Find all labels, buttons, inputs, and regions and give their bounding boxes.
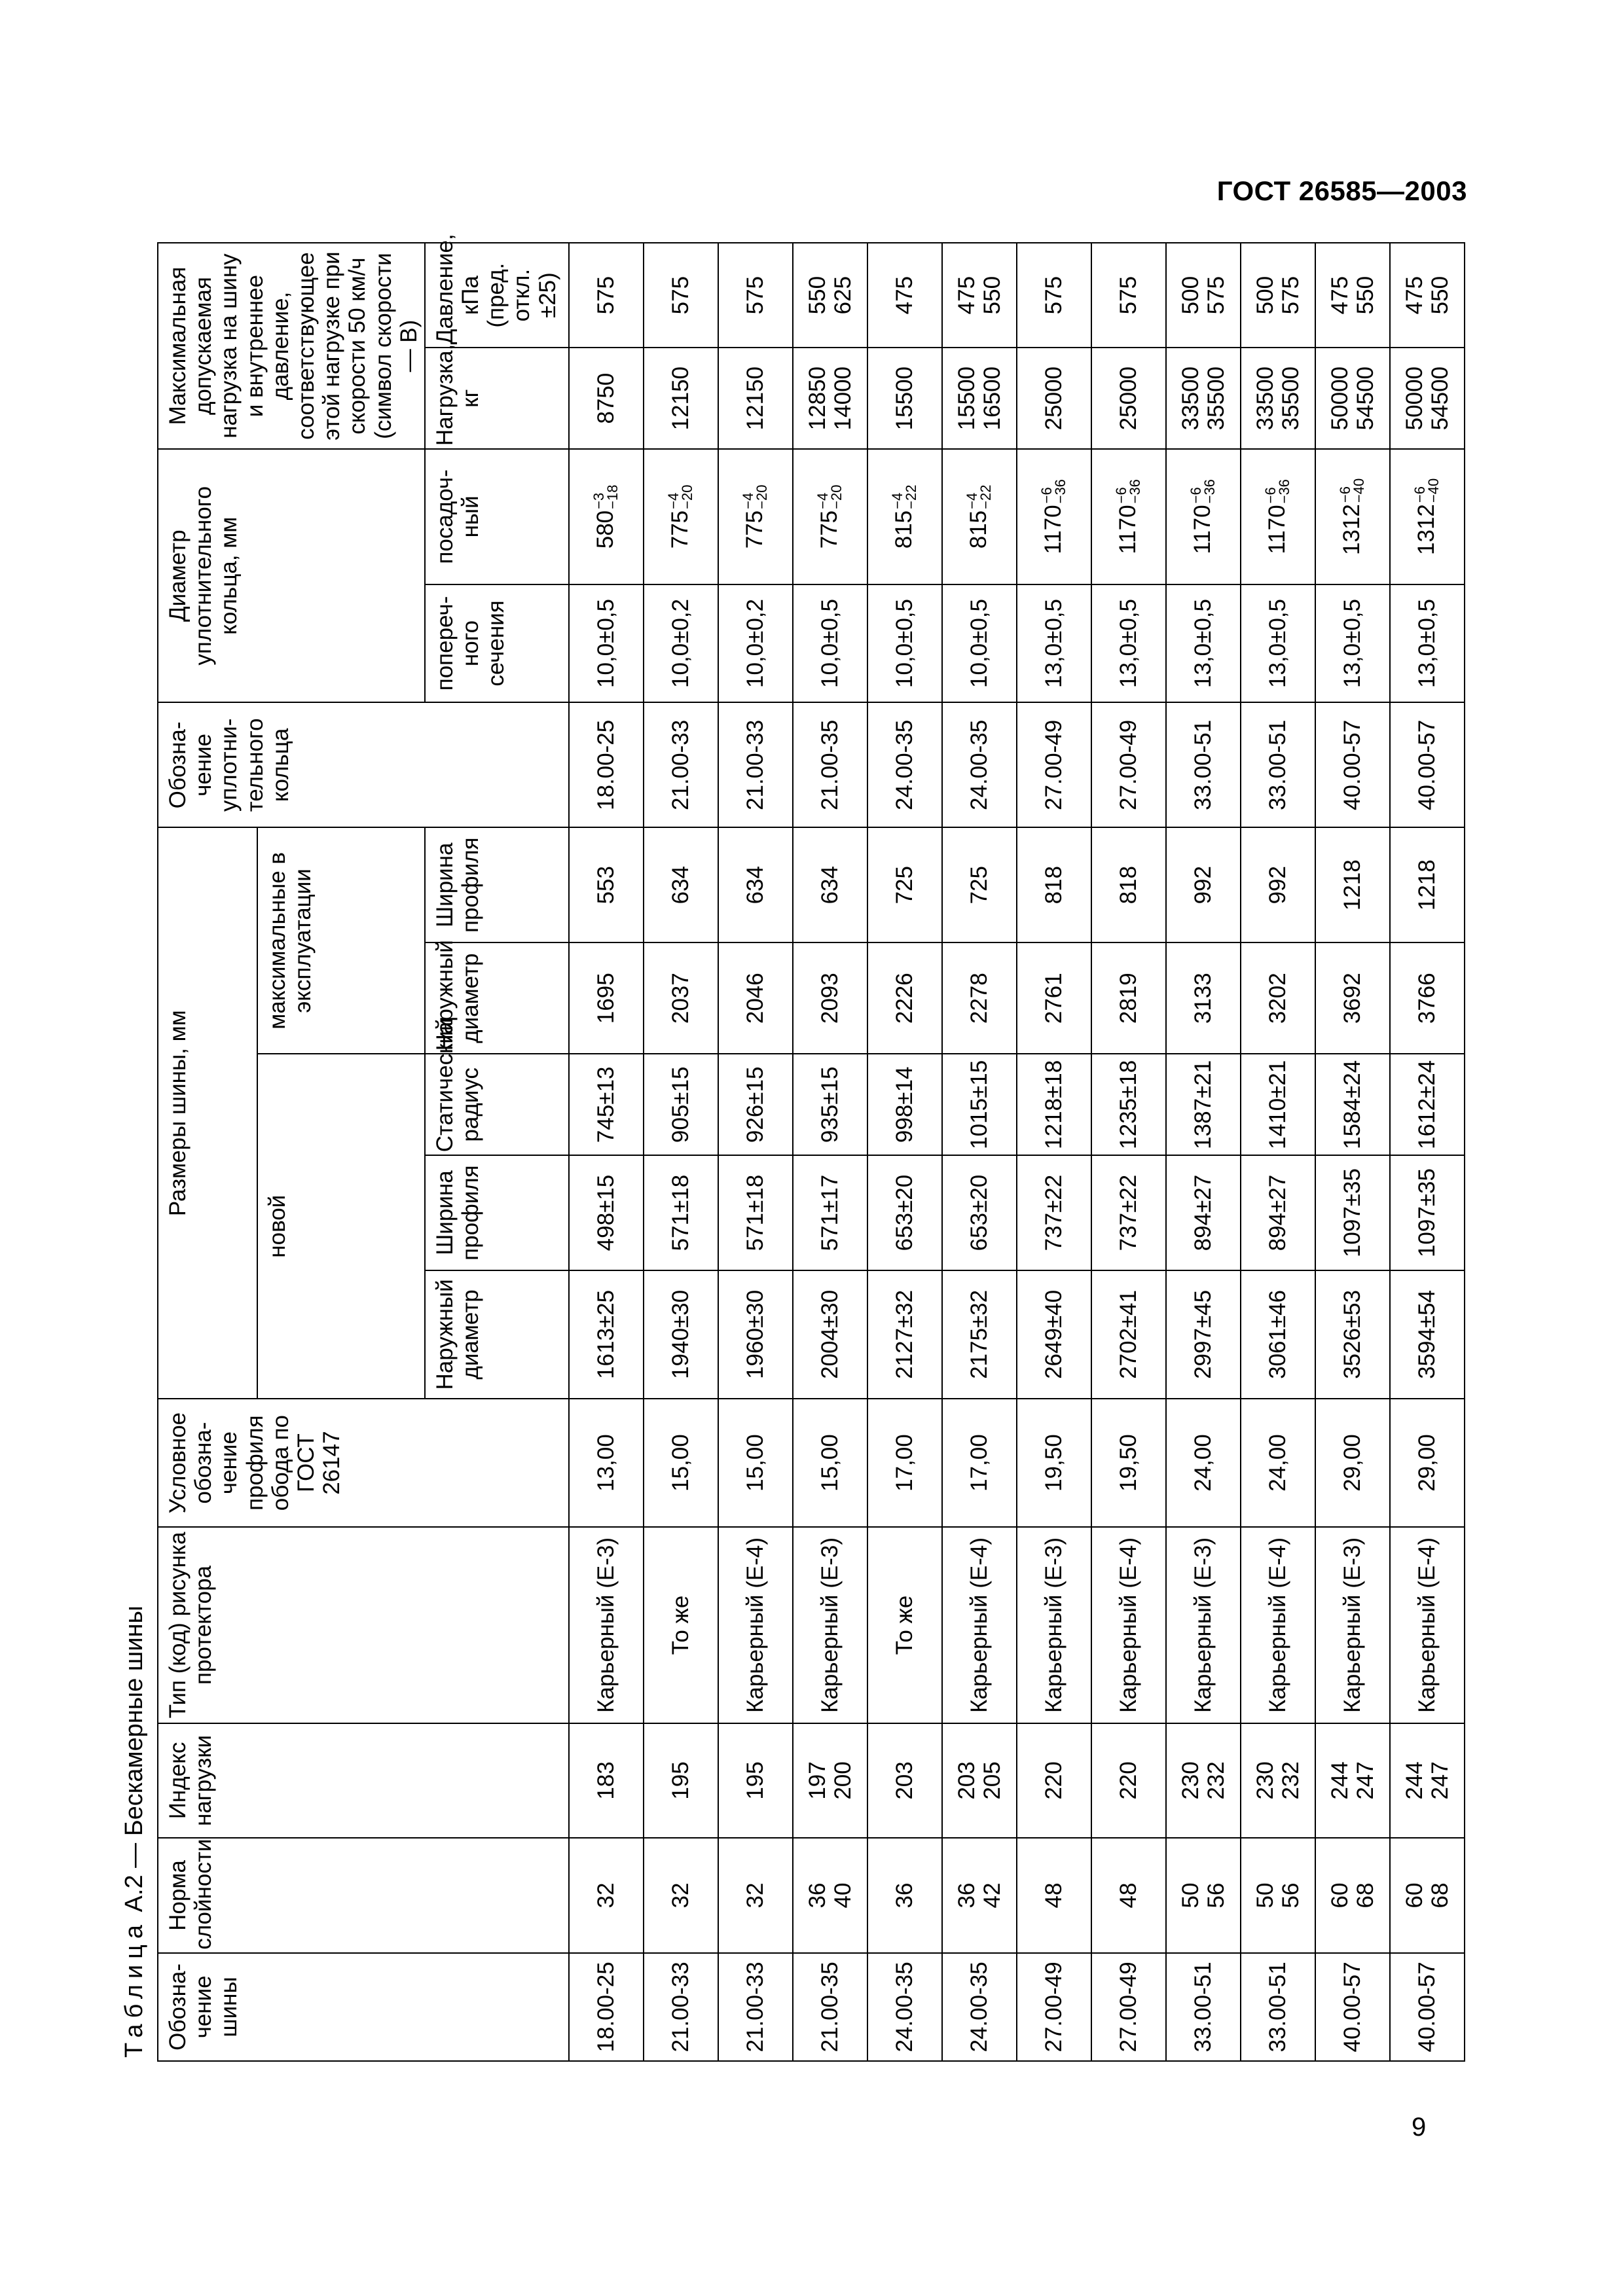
cell-ring: 21.00-33 xyxy=(718,702,793,827)
seat-tolerance-lower: −40 xyxy=(1425,478,1442,503)
seat-tolerance-upper: −6 xyxy=(1188,487,1205,504)
cell-sw: 571±18 xyxy=(718,1155,793,1270)
cell-ply: 60 68 xyxy=(1315,1838,1390,1953)
seat-tolerance-lower: −20 xyxy=(679,484,696,509)
cell-load-index: 203 205 xyxy=(942,1723,1017,1839)
cell-ply: 50 56 xyxy=(1241,1838,1315,1953)
cell-pressure: 475 550 xyxy=(1315,243,1390,348)
caption-title: — Бескамерные шины xyxy=(120,1605,148,1868)
cell-sw: 1097±35 xyxy=(1315,1155,1390,1270)
cell-ring-cross: 13,0±0,5 xyxy=(1091,584,1166,703)
cell-load-index: 230 232 xyxy=(1166,1723,1241,1839)
cell-sr: 1015±15 xyxy=(942,1054,1017,1155)
cell-sr: 1218±18 xyxy=(1017,1054,1091,1155)
seat-tolerance xyxy=(1040,479,1068,503)
cell-pressure: 575 xyxy=(569,243,644,348)
cell-ring-cross: 10,0±0,5 xyxy=(942,584,1017,703)
rotated-table-block xyxy=(111,229,1453,2062)
table-row xyxy=(793,243,867,2061)
cell-ring-cross: 13,0±0,5 xyxy=(1390,584,1465,703)
seat-tolerance-lower: −36 xyxy=(1052,479,1069,504)
cell-ring-cross: 10,0±0,2 xyxy=(644,584,718,703)
cell-tread: Карьерный (Е-3) xyxy=(1315,1527,1390,1723)
cell-designation: 21.00-35 xyxy=(793,1953,867,2061)
seat-tolerance-lower: −22 xyxy=(903,484,920,509)
cell-sr: 1584±24 xyxy=(1315,1054,1390,1155)
cell-sr: 745±13 xyxy=(569,1054,644,1155)
col-header-pressure: Давление, кПа (пред. откл. ±25) xyxy=(425,243,569,348)
cell-sw-svc: 634 xyxy=(793,827,867,942)
seat-tolerance-lower: −22 xyxy=(977,484,994,509)
cell-load: 25000 xyxy=(1091,348,1166,449)
cell-ring-seat xyxy=(1315,449,1390,584)
cell-ring-seat xyxy=(867,449,942,584)
cell-od-svc: 2819 xyxy=(1091,942,1166,1054)
seat-base: 1170 xyxy=(1114,505,1140,554)
cell-ring-seat xyxy=(1091,449,1166,584)
seat-base: 1170 xyxy=(1040,505,1066,554)
cell-sw: 571±18 xyxy=(644,1155,718,1270)
table-row xyxy=(644,243,718,2061)
table-row xyxy=(569,243,644,2061)
seat-tolerance-lower: −36 xyxy=(1127,479,1144,504)
seat-tolerance xyxy=(1339,478,1366,503)
cell-ply: 48 xyxy=(1091,1838,1166,1953)
seat-tolerance-lower: −20 xyxy=(828,484,845,509)
cell-sw: 1097±35 xyxy=(1390,1155,1465,1270)
col-header-outer-diameter-svc: Наружный диаметр xyxy=(425,942,569,1054)
cell-ring: 40.00-57 xyxy=(1315,702,1390,827)
table-caption xyxy=(111,229,157,2062)
cell-pressure: 575 xyxy=(644,243,718,348)
cell-load-index: 183 xyxy=(569,1723,644,1839)
col-header-static-radius: Статический радиус xyxy=(425,1054,569,1155)
seat-tolerance-upper: −6 xyxy=(1113,487,1130,504)
cell-tread: Карьерный (Е-4) xyxy=(1091,1527,1166,1723)
cell-designation: 33.00-51 xyxy=(1166,1953,1241,2061)
seat-tolerance-lower: −40 xyxy=(1351,478,1368,503)
cell-sw: 894±27 xyxy=(1241,1155,1315,1270)
cell-od-svc: 3133 xyxy=(1166,942,1241,1054)
cell-tread: Карьерный (Е-4) xyxy=(1390,1527,1465,1723)
cell-sw-svc: 992 xyxy=(1241,827,1315,942)
cell-ply: 36 42 xyxy=(942,1838,1017,1953)
cell-pressure: 475 550 xyxy=(942,243,1017,348)
cell-load-index: 230 232 xyxy=(1241,1723,1315,1839)
seat-tolerance xyxy=(891,485,919,509)
seat-base: 1312 xyxy=(1413,504,1439,555)
cell-sw-svc: 1218 xyxy=(1315,827,1390,942)
cell-load: 50000 54500 xyxy=(1390,348,1465,449)
seat-tolerance xyxy=(1264,479,1292,503)
seat-tolerance-lower: −18 xyxy=(604,484,621,509)
seat-base: 775 xyxy=(666,510,693,549)
cell-ring-cross: 10,0±0,5 xyxy=(569,584,644,703)
cell-ring: 33.00-51 xyxy=(1241,702,1315,827)
page-number: 9 xyxy=(1412,2113,1427,2142)
col-header-new: новой xyxy=(257,1054,425,1399)
cell-sw-svc: 992 xyxy=(1166,827,1241,942)
cell-ring-seat xyxy=(1390,449,1465,584)
seat-tolerance-lower: −36 xyxy=(1201,479,1218,504)
cell-designation: 27.00-49 xyxy=(1091,1953,1166,2061)
seat-tolerance-upper: −4 xyxy=(665,492,682,509)
cell-od: 2175±32 xyxy=(942,1270,1017,1399)
seat-tolerance xyxy=(816,485,844,509)
cell-ply: 36 40 xyxy=(793,1838,867,1953)
seat-tolerance-upper: −4 xyxy=(964,492,981,509)
cell-od-svc: 2037 xyxy=(644,942,718,1054)
seat-tolerance-upper: −4 xyxy=(740,492,757,509)
seat-tolerance-lower: −36 xyxy=(1276,479,1293,504)
cell-load-index: 203 xyxy=(867,1723,942,1839)
cell-od-svc: 3692 xyxy=(1315,942,1390,1054)
cell-sw: 498±15 xyxy=(569,1155,644,1270)
cell-ring-seat xyxy=(718,449,793,584)
cell-rim: 19,50 xyxy=(1091,1399,1166,1527)
col-header-rim: Условное обозна-чение профиля обода по ГОСТ 26147 xyxy=(158,1399,569,1527)
cell-pressure: 575 xyxy=(1017,243,1091,348)
cell-rim: 24,00 xyxy=(1166,1399,1241,1527)
cell-od: 2649±40 xyxy=(1017,1270,1091,1399)
table-row xyxy=(867,243,942,2061)
seat-base: 1170 xyxy=(1189,505,1215,554)
cell-ring: 24.00-35 xyxy=(942,702,1017,827)
table-row xyxy=(718,243,793,2061)
table-row xyxy=(1166,243,1241,2061)
seat-base: 815 xyxy=(965,510,991,549)
cell-od: 3594±54 xyxy=(1390,1270,1465,1399)
cell-pressure: 500 575 xyxy=(1166,243,1241,348)
cell-od-svc: 2093 xyxy=(793,942,867,1054)
table-body xyxy=(569,243,1465,2061)
cell-ring: 27.00-49 xyxy=(1091,702,1166,827)
caption-label: Таблица xyxy=(120,1919,148,2058)
seat-base: 815 xyxy=(890,510,917,549)
cell-od: 3061±46 xyxy=(1241,1270,1315,1399)
col-header-service: максимальные в эксплуатации xyxy=(257,827,425,1054)
cell-load-index: 197 200 xyxy=(793,1723,867,1839)
cell-sw: 571±17 xyxy=(793,1155,867,1270)
cell-ring: 24.00-35 xyxy=(867,702,942,827)
cell-sr: 935±15 xyxy=(793,1054,867,1155)
seat-tolerance xyxy=(1190,479,1217,503)
cell-rim: 15,00 xyxy=(644,1399,718,1527)
cell-load: 33500 35500 xyxy=(1241,348,1315,449)
cell-load: 12850 14000 xyxy=(793,348,867,449)
cell-rim: 29,00 xyxy=(1390,1399,1465,1527)
cell-designation: 18.00-25 xyxy=(569,1953,644,2061)
table-row xyxy=(1091,243,1166,2061)
cell-tread: Карьерный (Е-3) xyxy=(1017,1527,1091,1723)
cell-od-svc: 2761 xyxy=(1017,942,1091,1054)
cell-ply: 36 xyxy=(867,1838,942,1953)
cell-od-svc: 3202 xyxy=(1241,942,1315,1054)
cell-designation: 24.00-35 xyxy=(867,1953,942,2061)
cell-sr: 905±15 xyxy=(644,1054,718,1155)
cell-sw: 894±27 xyxy=(1166,1155,1241,1270)
cell-load: 12150 xyxy=(644,348,718,449)
cell-sw-svc: 553 xyxy=(569,827,644,942)
seat-base: 775 xyxy=(816,510,842,549)
cell-ply: 32 xyxy=(569,1838,644,1953)
cell-od: 2997±45 xyxy=(1166,1270,1241,1399)
seat-tolerance-upper: −6 xyxy=(1337,486,1354,503)
cell-sw-svc: 1218 xyxy=(1390,827,1465,942)
cell-load-index: 195 xyxy=(644,1723,718,1839)
cell-designation: 40.00-57 xyxy=(1390,1953,1465,2061)
cell-od: 1960±30 xyxy=(718,1270,793,1399)
seat-tolerance xyxy=(1413,478,1441,503)
cell-load-index: 244 247 xyxy=(1390,1723,1465,1839)
cell-rim: 19,50 xyxy=(1017,1399,1091,1527)
cell-load: 50000 54500 xyxy=(1315,348,1390,449)
cell-tread: То же xyxy=(644,1527,718,1723)
cell-sr: 1410±21 xyxy=(1241,1054,1315,1155)
cell-pressure: 475 550 xyxy=(1390,243,1465,348)
cell-tread: То же xyxy=(867,1527,942,1723)
seat-base: 1170 xyxy=(1264,505,1290,554)
seat-tolerance-upper: −3 xyxy=(591,492,608,509)
cell-ring: 21.00-33 xyxy=(644,702,718,827)
cell-sw: 737±22 xyxy=(1017,1155,1091,1270)
cell-od: 3526±53 xyxy=(1315,1270,1390,1399)
cell-od: 2702±41 xyxy=(1091,1270,1166,1399)
cell-sr: 926±15 xyxy=(718,1054,793,1155)
col-header-ply: Норма слойности xyxy=(158,1838,569,1953)
cell-sr: 998±14 xyxy=(867,1054,942,1155)
cell-ring-cross: 13,0±0,5 xyxy=(1241,584,1315,703)
cell-designation: 24.00-35 xyxy=(942,1953,1017,2061)
cell-sr: 1612±24 xyxy=(1390,1054,1465,1155)
cell-load: 25000 xyxy=(1017,348,1091,449)
table-row xyxy=(1315,243,1390,2061)
cell-tread: Карьерный (Е-4) xyxy=(942,1527,1017,1723)
cell-ply: 32 xyxy=(718,1838,793,1953)
table-row xyxy=(1390,243,1465,2061)
cell-designation: 21.00-33 xyxy=(644,1953,718,2061)
cell-ring: 27.00-49 xyxy=(1017,702,1091,827)
cell-pressure: 575 xyxy=(718,243,793,348)
document-code: ГОСТ 26585—2003 xyxy=(1216,175,1467,206)
col-header-tread: Тип (код) рисунка протектора xyxy=(158,1527,569,1723)
cell-od: 1940±30 xyxy=(644,1270,718,1399)
tires-table xyxy=(157,234,1465,2062)
cell-ring-seat xyxy=(1241,449,1315,584)
cell-pressure: 575 xyxy=(1091,243,1166,348)
col-header-sizes: Размеры шины, мм xyxy=(158,827,257,1399)
cell-load-index: 220 xyxy=(1017,1723,1091,1839)
cell-pressure: 500 575 xyxy=(1241,243,1315,348)
col-header-load-index: Индекс нагрузки xyxy=(158,1723,569,1839)
cell-sr: 1387±21 xyxy=(1166,1054,1241,1155)
col-header-load-kg: Нагрузка, кг xyxy=(425,348,569,449)
seat-tolerance xyxy=(966,485,993,509)
cell-ring-seat xyxy=(1166,449,1241,584)
col-header-ring-seat: посадоч-ный xyxy=(425,449,569,584)
cell-od-svc: 1695 xyxy=(569,942,644,1054)
seat-tolerance-upper: −6 xyxy=(1262,487,1279,504)
seat-tolerance-upper: −6 xyxy=(1412,486,1429,503)
cell-pressure: 475 xyxy=(867,243,942,348)
seat-base: 580 xyxy=(592,510,618,549)
cell-load: 33500 35500 xyxy=(1166,348,1241,449)
table-row xyxy=(1017,243,1091,2061)
cell-ring-seat xyxy=(569,449,644,584)
cell-ring-cross: 10,0±0,5 xyxy=(867,584,942,703)
cell-tread: Карьерный (Е-3) xyxy=(1166,1527,1241,1723)
col-header-section-width: Ширина профиля xyxy=(425,1155,569,1270)
cell-rim: 13,00 xyxy=(569,1399,644,1527)
cell-ring-cross: 13,0±0,5 xyxy=(1166,584,1241,703)
table-row xyxy=(1241,243,1315,2061)
cell-tread: Карьерный (Е-3) xyxy=(569,1527,644,1723)
cell-sr: 1235±18 xyxy=(1091,1054,1166,1155)
col-header-designation: Обозна-чение шины xyxy=(158,1953,569,2061)
col-header-outer-diameter: Наружный диаметр xyxy=(425,1270,569,1399)
cell-ring-cross: 13,0±0,5 xyxy=(1017,584,1091,703)
cell-sw: 653±20 xyxy=(942,1155,1017,1270)
cell-od-svc: 2046 xyxy=(718,942,793,1054)
cell-ply: 32 xyxy=(644,1838,718,1953)
cell-rim: 17,00 xyxy=(867,1399,942,1527)
seat-tolerance-upper: −6 xyxy=(1038,487,1055,504)
cell-sw: 737±22 xyxy=(1091,1155,1166,1270)
cell-rim: 15,00 xyxy=(718,1399,793,1527)
cell-rim: 15,00 xyxy=(793,1399,867,1527)
cell-designation: 27.00-49 xyxy=(1017,1953,1091,2061)
seat-tolerance xyxy=(667,485,695,509)
table-row xyxy=(942,243,1017,2061)
cell-sw-svc: 725 xyxy=(942,827,1017,942)
cell-ring: 21.00-35 xyxy=(793,702,867,827)
col-header-ring-cross: попереч-ного сечения xyxy=(425,584,569,703)
cell-ring-seat xyxy=(942,449,1017,584)
cell-load: 12150 xyxy=(718,348,793,449)
seat-tolerance xyxy=(1115,479,1142,503)
col-header-max-load: Максимальная допускаемая нагрузка на шину и внутреннее давление, соответствующее этой нагрузке при скорости 50 км/ч (символ скорости — В) xyxy=(158,243,425,449)
cell-tread: Карьерный (Е-4) xyxy=(1241,1527,1315,1723)
cell-sw: 653±20 xyxy=(867,1155,942,1270)
cell-ring: 18.00-25 xyxy=(569,702,644,827)
cell-rim: 17,00 xyxy=(942,1399,1017,1527)
cell-sw-svc: 634 xyxy=(718,827,793,942)
seat-base: 1312 xyxy=(1338,504,1364,555)
cell-od: 1613±25 xyxy=(569,1270,644,1399)
seat-tolerance-lower: −20 xyxy=(754,484,771,509)
cell-sw-svc: 818 xyxy=(1091,827,1166,942)
cell-load-index: 244 247 xyxy=(1315,1723,1390,1839)
col-header-section-width-svc: Ширина профиля xyxy=(425,827,569,942)
seat-tolerance-upper: −4 xyxy=(889,492,906,509)
cell-load: 15500 16500 xyxy=(942,348,1017,449)
cell-ring: 33.00-51 xyxy=(1166,702,1241,827)
seat-base: 775 xyxy=(741,510,767,549)
col-header-ring-designation: Обозна-чение уплотни-тельного кольца xyxy=(158,702,569,827)
cell-ring-cross: 10,0±0,2 xyxy=(718,584,793,703)
cell-designation: 33.00-51 xyxy=(1241,1953,1315,2061)
seat-tolerance xyxy=(593,485,620,509)
cell-ply: 48 xyxy=(1017,1838,1091,1953)
cell-od-svc: 2278 xyxy=(942,942,1017,1054)
cell-load: 8750 xyxy=(569,348,644,449)
cell-od: 2127±32 xyxy=(867,1270,942,1399)
cell-sw-svc: 818 xyxy=(1017,827,1091,942)
cell-load-index: 195 xyxy=(718,1723,793,1839)
cell-sw-svc: 725 xyxy=(867,827,942,942)
cell-ring-seat xyxy=(644,449,718,584)
caption-number: А.2 xyxy=(120,1874,148,1912)
cell-ring-seat xyxy=(793,449,867,584)
cell-rim: 24,00 xyxy=(1241,1399,1315,1527)
cell-ply: 50 56 xyxy=(1166,1838,1241,1953)
cell-tread: Карьерный (Е-3) xyxy=(793,1527,867,1723)
cell-ring-cross: 10,0±0,5 xyxy=(793,584,867,703)
cell-load: 15500 xyxy=(867,348,942,449)
cell-tread: Карьерный (Е-4) xyxy=(718,1527,793,1723)
cell-sw-svc: 634 xyxy=(644,827,718,942)
seat-tolerance xyxy=(742,485,769,509)
cell-ring-seat xyxy=(1017,449,1091,584)
cell-ring: 40.00-57 xyxy=(1390,702,1465,827)
cell-od-svc: 3766 xyxy=(1390,942,1465,1054)
seat-tolerance-upper: −4 xyxy=(814,492,831,509)
cell-od-svc: 2226 xyxy=(867,942,942,1054)
cell-rim: 29,00 xyxy=(1315,1399,1390,1527)
cell-od: 2004±30 xyxy=(793,1270,867,1399)
cell-designation: 40.00-57 xyxy=(1315,1953,1390,2061)
col-header-ring-diameter: Диаметр уплотнительного кольца, мм xyxy=(158,449,425,702)
cell-ring-cross: 13,0±0,5 xyxy=(1315,584,1390,703)
cell-ply: 60 68 xyxy=(1390,1838,1465,1953)
cell-designation: 21.00-33 xyxy=(718,1953,793,2061)
cell-load-index: 220 xyxy=(1091,1723,1166,1839)
cell-pressure: 550 625 xyxy=(793,243,867,348)
